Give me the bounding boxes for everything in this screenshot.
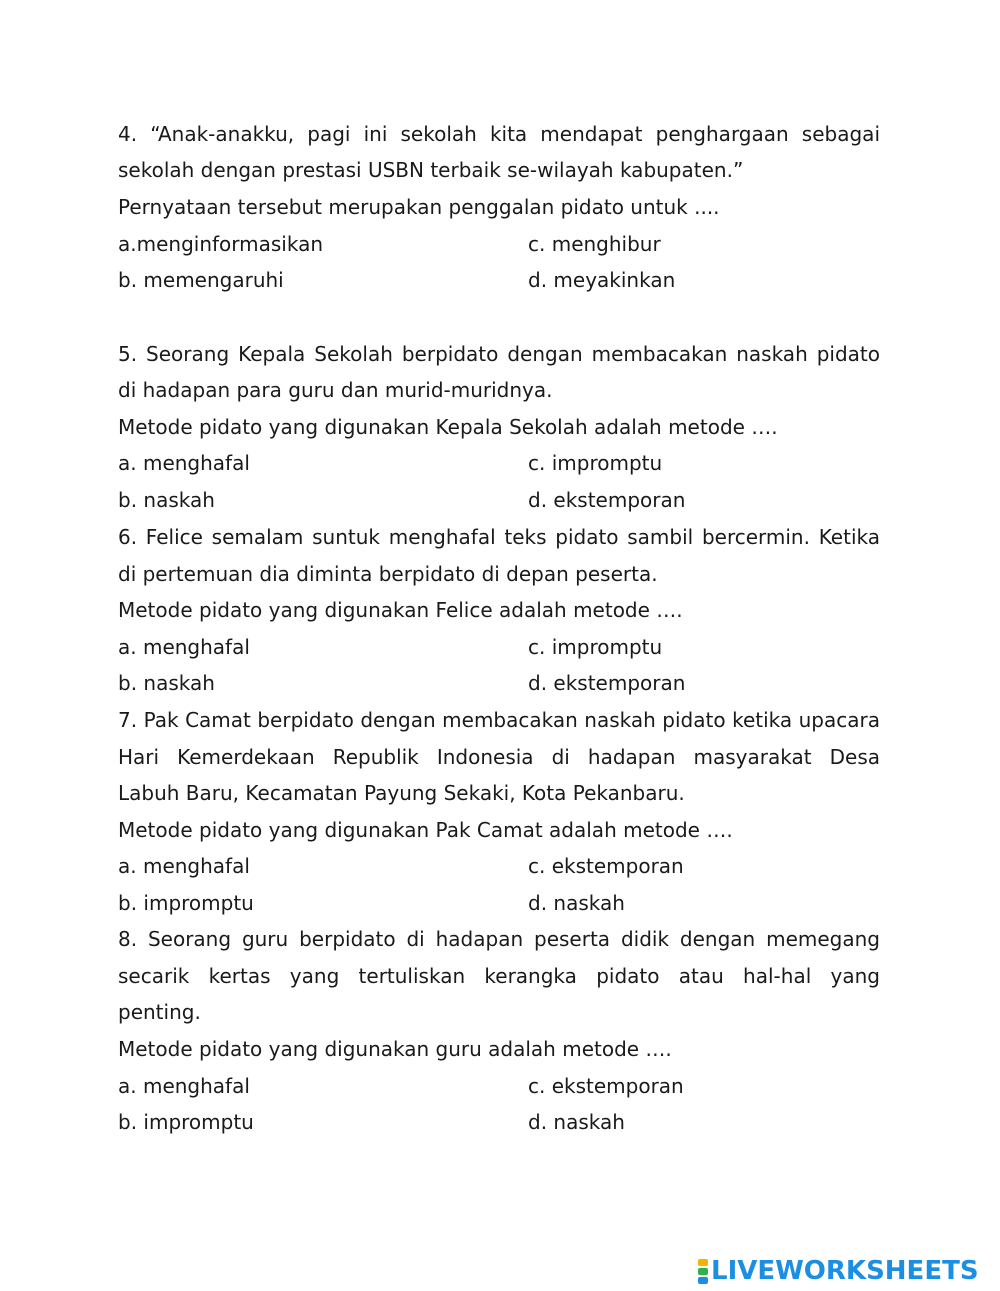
- question-5-line-1: 5. Seorang Kepala Sekolah berpidato dengan membacakan naskah pidato: [118, 342, 880, 366]
- question-5-line-2: di hadapan para guru dan murid-muridnya.: [118, 378, 553, 402]
- question-6-option-b[interactable]: b. naskah: [118, 671, 215, 695]
- question-8-line-2: secarik kertas yang tertuliskan kerangka pidato atau hal-hal yang: [118, 964, 880, 988]
- question-4-prompt: Pernyataan tersebut merupakan penggalan pidato untuk ....: [118, 195, 720, 219]
- brand-text: LIVEWORKSHEETS: [711, 1256, 979, 1286]
- question-8-prompt: Metode pidato yang digunakan guru adalah metode ….: [118, 1037, 672, 1061]
- question-6-line-1: 6. Felice semalam suntuk menghafal teks pidato sambil bercermin. Ketika: [118, 525, 880, 549]
- liveworksheets-brand[interactable]: [698, 1254, 979, 1288]
- question-8-option-b[interactable]: b. impromptu: [118, 1110, 254, 1134]
- question-6-option-a[interactable]: a. menghafal: [118, 635, 250, 659]
- question-6-line-2: di pertemuan dia diminta berpidato di depan peserta.: [118, 562, 658, 586]
- question-7-option-a[interactable]: a. menghafal: [118, 854, 250, 878]
- question-6-option-c[interactable]: c. impromptu: [528, 635, 663, 659]
- question-5-option-d[interactable]: d. ekstemporan: [528, 488, 686, 512]
- question-7-line-1: 7. Pak Camat berpidato dengan membacakan naskah pidato ketika upacara: [118, 708, 880, 732]
- question-4-line-1: 4. “Anak-anakku, pagi ini sekolah kita mendapat penghargaan sebagai: [118, 122, 880, 146]
- liveworksheets-logo-icon: [698, 1258, 708, 1285]
- question-6-prompt: Metode pidato yang digunakan Felice adalah metode ….: [118, 598, 683, 622]
- question-8-line-3: penting.: [118, 1000, 201, 1024]
- question-5-option-c[interactable]: c. impromptu: [528, 451, 663, 475]
- question-4-option-c[interactable]: c. menghibur: [528, 232, 661, 256]
- question-4-line-2: sekolah dengan prestasi USBN terbaik se-wilayah kabupaten.”: [118, 158, 744, 182]
- question-8-line-1: 8. Seorang guru berpidato di hadapan peserta didik dengan memegang: [118, 927, 880, 951]
- question-7-option-c[interactable]: c. ekstemporan: [528, 854, 684, 878]
- question-7-line-3: Labuh Baru, Kecamatan Payung Sekaki, Kota Pekanbaru.: [118, 781, 685, 805]
- question-7-option-d[interactable]: d. naskah: [528, 891, 625, 915]
- question-8-option-d[interactable]: d. naskah: [528, 1110, 625, 1134]
- question-4-option-d[interactable]: d. meyakinkan: [528, 268, 676, 292]
- question-5-prompt: Metode pidato yang digunakan Kepala Sekolah adalah metode ….: [118, 415, 778, 439]
- question-4-option-a[interactable]: a.menginformasikan: [118, 232, 324, 256]
- question-5-option-b[interactable]: b. naskah: [118, 488, 215, 512]
- question-6-option-d[interactable]: d. ekstemporan: [528, 671, 686, 695]
- question-7-prompt: Metode pidato yang digunakan Pak Camat adalah metode ….: [118, 818, 733, 842]
- question-5-option-a[interactable]: a. menghafal: [118, 451, 250, 475]
- question-7-option-b[interactable]: b. impromptu: [118, 891, 254, 915]
- question-7-line-2: Hari Kemerdekaan Republik Indonesia di hadapan masyarakat Desa: [118, 745, 880, 769]
- question-8-option-a[interactable]: a. menghafal: [118, 1074, 250, 1098]
- question-4-option-b[interactable]: b. memengaruhi: [118, 268, 284, 292]
- question-8-option-c[interactable]: c. ekstemporan: [528, 1074, 684, 1098]
